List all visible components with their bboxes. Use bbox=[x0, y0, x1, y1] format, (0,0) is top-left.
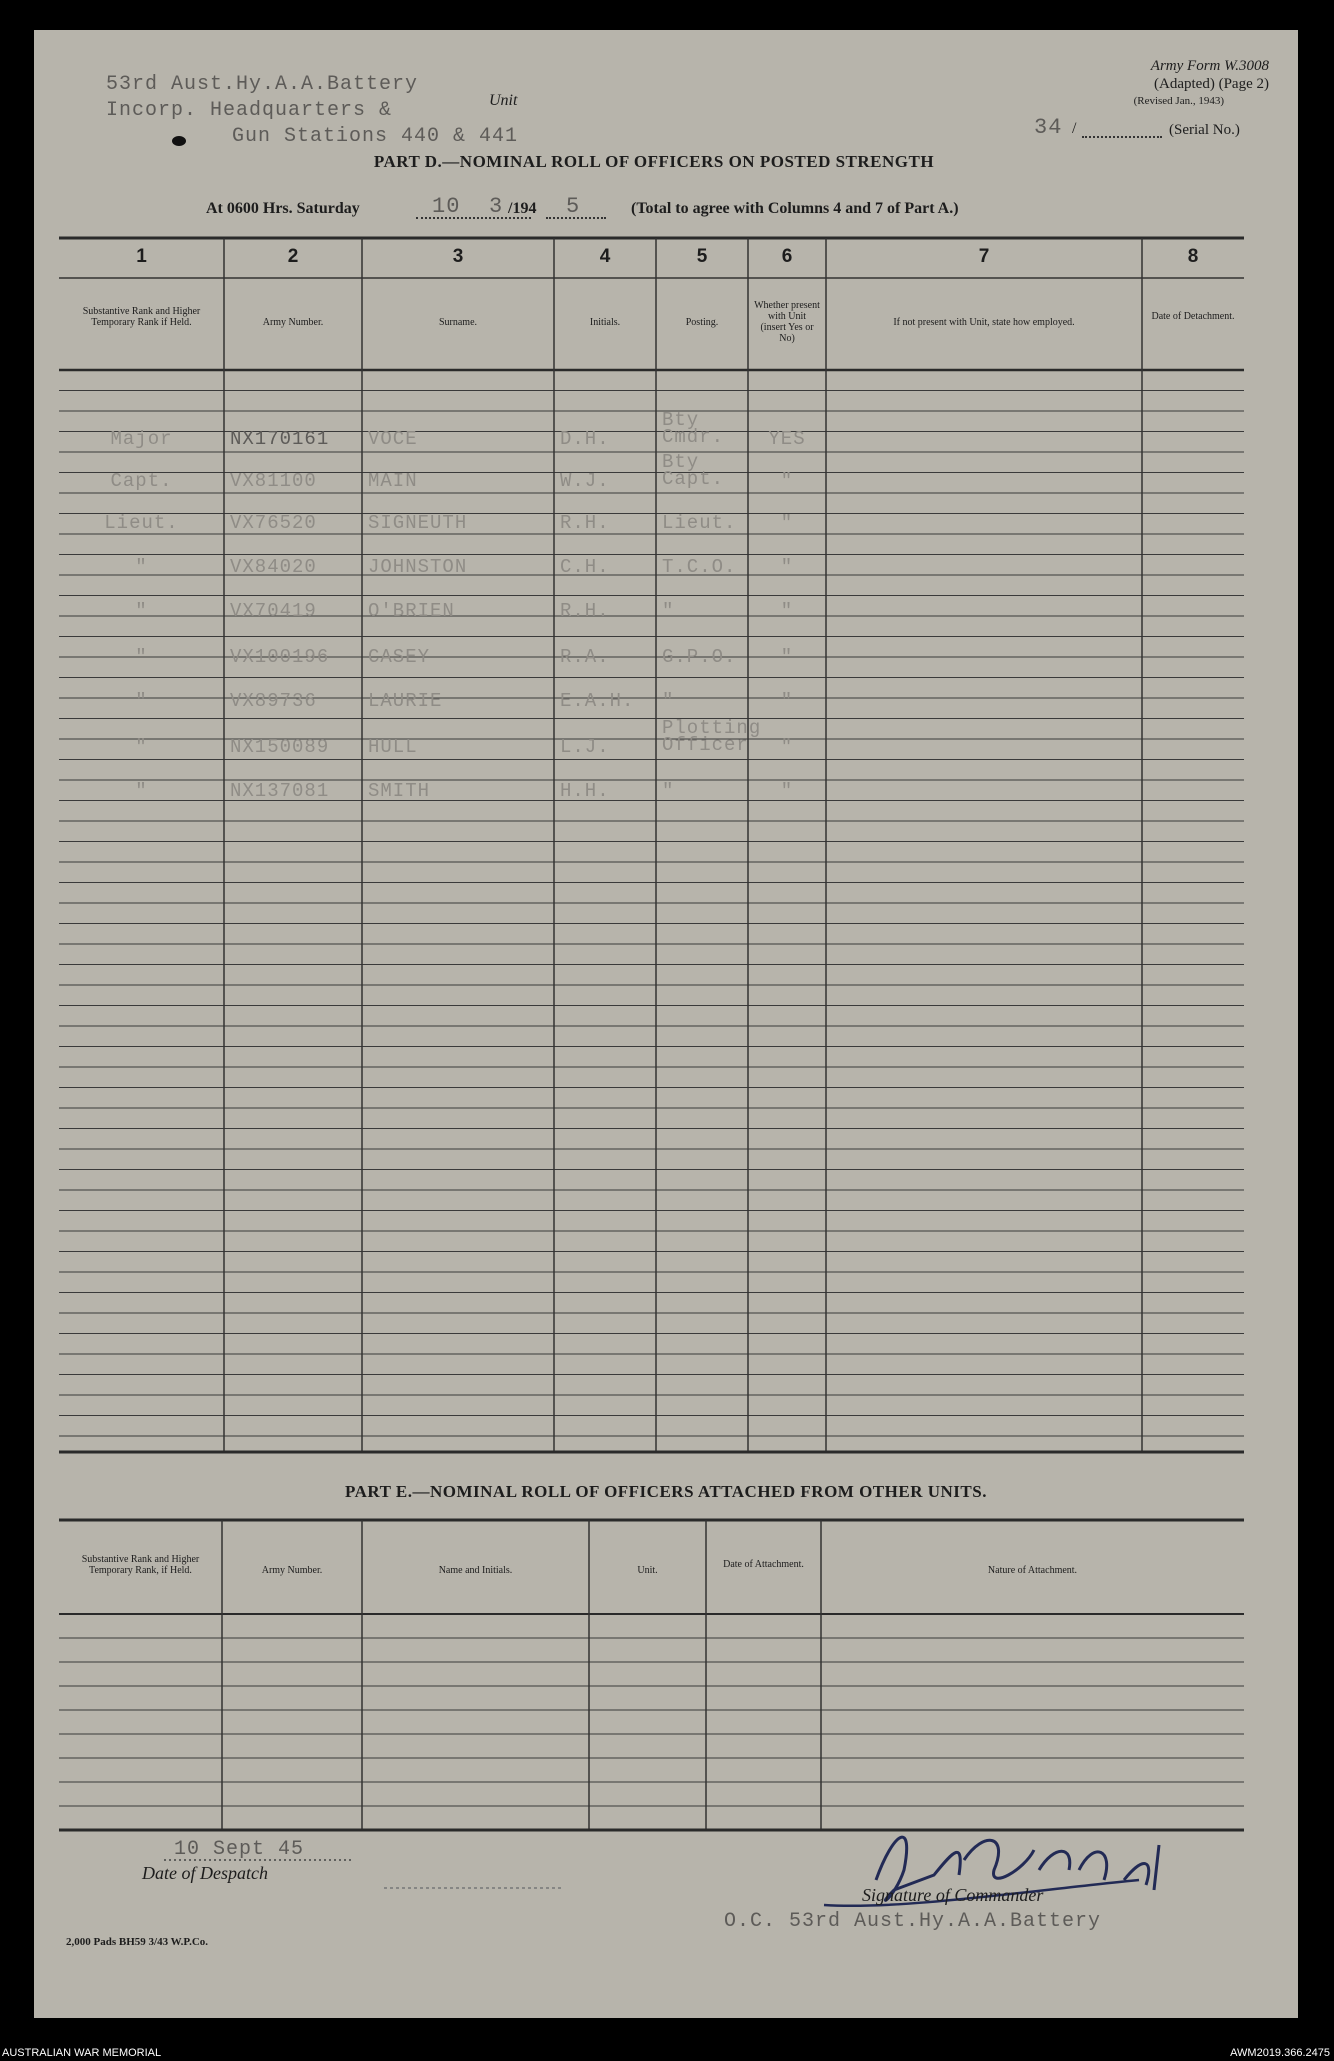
column-number-3: 3 bbox=[452, 246, 464, 267]
roll-rank-8: " bbox=[135, 736, 148, 758]
column-header-1: Substantive Rank and Higher Temporary Rank if Held. bbox=[82, 305, 201, 328]
roll-rank-3: Lieut. bbox=[104, 512, 179, 534]
roll-posting-2: Bty Capt. bbox=[662, 451, 725, 490]
roll-posting-3: Lieut. bbox=[662, 512, 737, 534]
roll-number-1: NX170161 bbox=[230, 428, 330, 450]
roll-number-2: VX81100 bbox=[230, 470, 317, 492]
roll-initials-8: L.J. bbox=[560, 736, 610, 758]
commander-stamp: O.C. 53rd Aust.Hy.A.A.Battery bbox=[724, 1910, 1102, 1933]
form-id: Army Form W.3008 bbox=[1150, 58, 1269, 74]
roll-present-3: " bbox=[780, 512, 794, 534]
unit-line-3: Gun Stations 440 & 441 bbox=[232, 125, 519, 148]
unit-line-1: 53rd Aust.Hy.A.A.Battery bbox=[106, 73, 419, 96]
roll-present-1: YES bbox=[768, 428, 806, 450]
roll-initials-6: R.A. bbox=[560, 646, 610, 668]
part-d-title: PART D.—NOMINAL ROLL OF OFFICERS ON POSTED STRENGTH bbox=[373, 152, 935, 171]
roll-present-2: " bbox=[780, 470, 794, 492]
signature-label: Signature of Commander bbox=[862, 1885, 1044, 1905]
roll-posting-5: " bbox=[662, 600, 675, 622]
roll-rank-2: Capt. bbox=[110, 470, 173, 492]
roll-number-7: VX89736 bbox=[230, 690, 317, 712]
column-header-6: Whether present with Unit (insert Yes or No) bbox=[754, 300, 820, 344]
date-month: 3 bbox=[489, 194, 504, 219]
roll-number-6: VX100196 bbox=[230, 646, 330, 668]
roll-surname-7: LAURIE bbox=[368, 690, 443, 712]
roll-initials-1: D.H. bbox=[560, 428, 610, 450]
column-number-2: 2 bbox=[287, 246, 299, 267]
column-header-2: Army Number. bbox=[262, 316, 324, 328]
part-e-column-header-4: Unit. bbox=[637, 1564, 658, 1576]
printer-note: 2,000 Pads BH59 3/43 W.P.Co. bbox=[66, 1936, 209, 1948]
column-header-4: Initials. bbox=[589, 316, 621, 328]
roll-number-3: VX76520 bbox=[230, 512, 317, 534]
column-number-8: 8 bbox=[1187, 246, 1199, 267]
roll-rank-5: " bbox=[135, 600, 148, 622]
roll-present-4: " bbox=[780, 556, 794, 578]
serial-value: 34 bbox=[1034, 115, 1063, 140]
roll-present-6: " bbox=[780, 646, 794, 668]
form-adapted: (Adapted) (Page 2) bbox=[1154, 76, 1269, 92]
roll-surname-4: JOHNSTON bbox=[368, 556, 468, 578]
date-year-digit: 5 bbox=[566, 194, 581, 219]
roll-rank-6: " bbox=[135, 646, 148, 668]
form-sheet: Army Form W.3008 (Adapted) (Page 2) (Revised Jan., 1943) 34 / (Serial No.) 53rd Aust.Hy.A.A.Battery Unit Incorp. Headquarters & Gun Stations 440 & 441 PART D.—NOMINAL ROLL OF OFFICERS ON POSTED STRENGTH At 0600 Hrs. Saturday 10 3 /194 5 (Total to agree with Columns 4 and 7 of Part A.) 1 2 3 4 5 6 7 8 Substantive Rank and Higher Temporary Rank if Held. Army Number. Surname. Initials. Posting. Whether present with Unit (insert Yes or No) If not present with Unit, state how employed. Date of Detachment. Major NX170161 VOCE D.H. Bty Cmdr. YES Capt. VX81100 MAIN W.J. Bty Capt. " Lieut. VX76520 SIGNEUTH R.H. Lieut. " " VX84020 JOHNSTON C.H. T.C.O. " " VX70419 O'BRIEN R.H. " " " VX100196 CASEY R.A. G.P.O. " " VX89736 LAURIE E.A.H. " " " NX150089 HULL L.J. Plotting Officer " " NX137081 SMITH H.H. " " PART E.—NOMINAL ROLL OF OFFICERS ATTACHED FROM OTHER UNITS. Substantive Rank and Higher Temporary Rank, if Held. Army Number. Name and Initials. Unit. Date of Attachment. Nature of Attachment. 10 Sept 45 Date of Despatch Signature of Commander O.C. 53rd Aust.Hy.A.A.Battery 2,000 Pads BH59 3/43 W.P.Co. bbox=[34, 30, 1298, 2018]
part-e-title: PART E.—NOMINAL ROLL OF OFFICERS ATTACHED FROM OTHER UNITS. bbox=[345, 1482, 987, 1501]
unit-label: Unit bbox=[489, 92, 518, 109]
roll-initials-2: W.J. bbox=[560, 470, 610, 492]
roll-present-7: " bbox=[780, 690, 794, 712]
caption-right: AWM2019.366.2475 bbox=[1230, 2047, 1330, 2059]
roll-surname-2: MAIN bbox=[368, 470, 418, 492]
roll-number-5: VX70419 bbox=[230, 600, 317, 622]
roll-initials-9: H.H. bbox=[560, 780, 610, 802]
roll-number-4: VX84020 bbox=[230, 556, 317, 578]
roll-posting-1: Bty Cmdr. bbox=[662, 409, 725, 448]
roll-posting-4: T.C.O. bbox=[662, 556, 737, 578]
roll-number-8: NX150089 bbox=[230, 736, 330, 758]
roll-present-5: " bbox=[780, 600, 794, 622]
roll-surname-5: O'BRIEN bbox=[368, 600, 455, 622]
column-number-7: 7 bbox=[978, 246, 990, 267]
roll-initials-3: R.H. bbox=[560, 512, 610, 534]
despatch-value: 10 Sept 45 bbox=[174, 1838, 305, 1861]
roll-surname-3: SIGNEUTH bbox=[368, 512, 468, 534]
column-number-5: 5 bbox=[696, 246, 708, 267]
roll-rank-7: " bbox=[135, 690, 148, 712]
caption-left: AUSTRALIAN WAR MEMORIAL bbox=[2, 2047, 162, 2059]
roll-posting-8: Plotting Officer bbox=[662, 717, 762, 756]
column-number-4: 4 bbox=[599, 246, 611, 267]
part-e-column-header-5: Date of Attachment. bbox=[723, 1559, 804, 1570]
roll-initials-7: E.A.H. bbox=[560, 690, 635, 712]
roll-posting-9: " bbox=[662, 780, 675, 802]
roll-surname-1: VOCE bbox=[368, 428, 418, 450]
roll-rank-1: Major bbox=[110, 428, 173, 450]
serial-label: (Serial No.) bbox=[1169, 122, 1240, 138]
form-revised: (Revised Jan., 1943) bbox=[1133, 95, 1224, 107]
column-number-1: 1 bbox=[136, 246, 147, 267]
column-header-5: Posting. bbox=[685, 316, 719, 328]
roll-surname-8: HULL bbox=[368, 736, 418, 758]
roll-rank-4: " bbox=[135, 556, 148, 578]
despatch-label: Date of Despatch bbox=[142, 1863, 268, 1883]
roll-surname-6: CASEY bbox=[368, 646, 431, 668]
roll-number-9: NX137081 bbox=[230, 780, 330, 802]
part-e-column-header-1: Substantive Rank and Higher Temporary Rank, if Held. bbox=[81, 1553, 200, 1576]
roll-initials-4: C.H. bbox=[560, 556, 610, 578]
roll-rank-9: " bbox=[135, 780, 148, 802]
column-header-8: Date of Detachment. bbox=[1151, 311, 1235, 322]
date-day: 10 bbox=[432, 194, 461, 219]
part-e-column-header-6: Nature of Attachment. bbox=[987, 1564, 1078, 1576]
column-header-3: Surname. bbox=[438, 316, 478, 328]
part-e-column-header-2: Army Number. bbox=[261, 1564, 323, 1576]
unit-line-2: Incorp. Headquarters & bbox=[106, 99, 393, 122]
column-header-7: If not present with Unit, state how employed. bbox=[893, 316, 1075, 328]
roll-posting-7: " bbox=[662, 690, 675, 712]
roll-present-8: " bbox=[780, 736, 794, 758]
roll-present-9: " bbox=[780, 780, 794, 802]
roll-initials-5: R.H. bbox=[560, 600, 610, 622]
roll-surname-9: SMITH bbox=[368, 780, 431, 802]
roll-posting-6: G.P.O. bbox=[662, 646, 737, 668]
part-e-column-header-3: Name and Initials. bbox=[438, 1564, 513, 1576]
part-d-grid bbox=[34, 30, 1298, 2018]
date-year-prefix: /194 bbox=[508, 200, 537, 217]
column-number-6: 6 bbox=[781, 246, 793, 267]
date-suffix: (Total to agree with Columns 4 and 7 of Part A.) bbox=[631, 200, 959, 217]
date-prefix: At 0600 Hrs. Saturday bbox=[206, 200, 360, 217]
